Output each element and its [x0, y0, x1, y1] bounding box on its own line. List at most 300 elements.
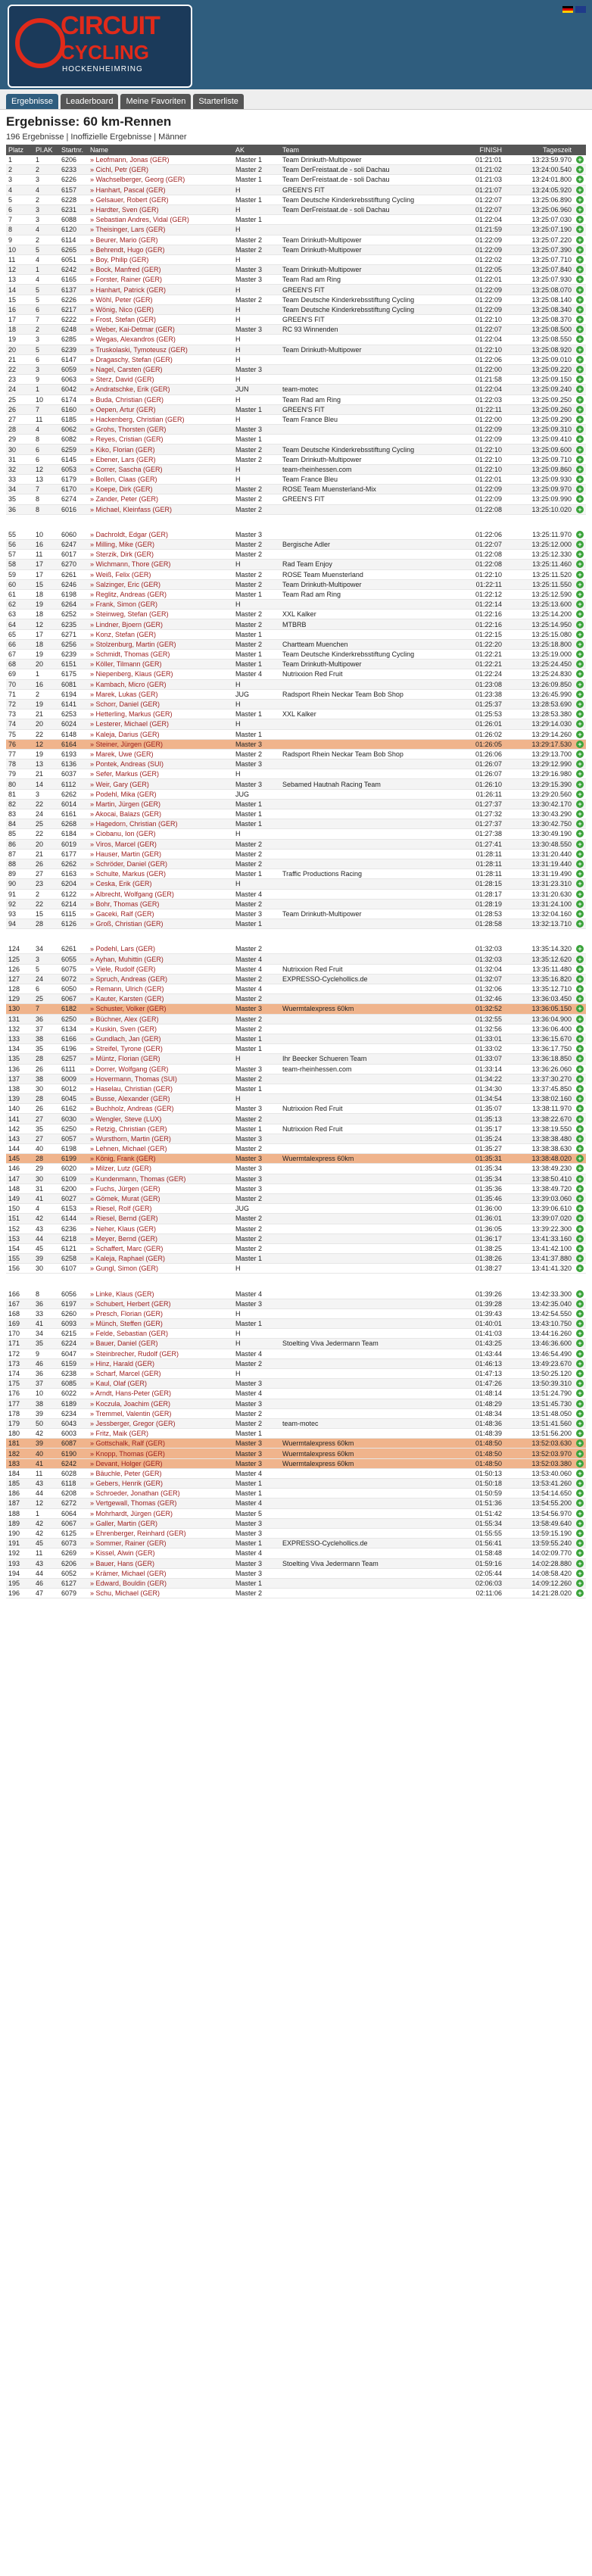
add-favorite-icon[interactable]: + — [576, 166, 584, 173]
add-favorite-icon[interactable]: + — [576, 731, 584, 738]
name-cell[interactable]: » Riesel, Bernd (GER) — [88, 1214, 233, 1224]
name-cell[interactable]: » Niepenberg, Klaus (GER) — [88, 669, 233, 679]
add-favorite-icon[interactable]: + — [576, 316, 584, 323]
name-cell[interactable]: » Krämer, Michael (GER) — [88, 1568, 233, 1578]
add-favorite-icon[interactable]: + — [576, 466, 584, 473]
tab-starterliste[interactable]: Starterliste — [193, 94, 244, 109]
name-cell[interactable]: » Gebers, Henrik (GER) — [88, 1479, 233, 1489]
add-favorite-icon[interactable]: + — [576, 476, 584, 483]
add-favorite-icon[interactable]: + — [576, 1460, 584, 1467]
name-cell[interactable]: » Hetterling, Markus (GER) — [88, 709, 233, 719]
name-cell[interactable]: » Kambach, Micro (GER) — [88, 679, 233, 689]
add-favorite-icon[interactable]: + — [576, 571, 584, 579]
add-favorite-icon[interactable]: + — [576, 820, 584, 828]
name-cell[interactable]: » Schaffert, Marc (GER) — [88, 1243, 233, 1253]
name-cell[interactable]: » Müntz, Florian (GER) — [88, 1054, 233, 1064]
add-favorite-icon[interactable]: + — [576, 791, 584, 798]
add-favorite-icon[interactable]: + — [576, 1320, 584, 1327]
add-favorite-icon[interactable]: + — [576, 286, 584, 294]
name-cell[interactable]: » Kuskin, Sven (GER) — [88, 1024, 233, 1034]
name-cell[interactable]: » Schu, Michael (GER) — [88, 1589, 233, 1598]
add-favorite-icon[interactable]: + — [576, 840, 584, 848]
name-cell[interactable]: » Schroeder, Jonathan (GER) — [88, 1489, 233, 1499]
add-favorite-icon[interactable]: + — [576, 1125, 584, 1133]
add-favorite-icon[interactable]: + — [576, 426, 584, 433]
name-cell[interactable]: » Wursthorn, Martin (GER) — [88, 1134, 233, 1143]
bib-cell: 6162 — [59, 1104, 88, 1114]
name-cell[interactable]: » Stolzenburg, Martin (GER) — [88, 639, 233, 649]
add-favorite-icon[interactable]: + — [576, 1389, 584, 1397]
name-cell[interactable]: » Edward, Bouldin (GER) — [88, 1578, 233, 1588]
add-favorite-icon[interactable]: + — [576, 1215, 584, 1222]
name-cell[interactable]: » Truskolaski, Tymoteusz (GER) — [88, 345, 233, 354]
name-cell[interactable]: » Linke, Klaus (GER) — [88, 1289, 233, 1299]
add-favorite-icon[interactable]: + — [576, 326, 584, 333]
add-favorite-icon[interactable]: + — [576, 781, 584, 788]
add-favorite-icon[interactable]: + — [576, 1400, 584, 1408]
add-favorite-icon[interactable]: + — [576, 720, 584, 728]
name-cell[interactable]: » Leofmann, Jonas (GER) — [88, 155, 233, 165]
name-cell[interactable]: » Akocai, Balazs (GER) — [88, 809, 233, 819]
add-favorite-icon[interactable]: + — [576, 975, 584, 983]
add-favorite-icon[interactable]: + — [576, 435, 584, 443]
name-cell[interactable]: » Kauter, Karsten (GER) — [88, 994, 233, 1004]
name-cell[interactable]: » Pontek, Andreas (SUI) — [88, 759, 233, 769]
add-favorite-icon[interactable]: + — [576, 1350, 584, 1358]
favorite-cell — [574, 579, 586, 589]
add-favorite-icon[interactable]: + — [576, 1085, 584, 1093]
name-cell[interactable]: » Felde, Sebastian (GER) — [88, 1329, 233, 1339]
add-favorite-icon[interactable]: + — [576, 1370, 584, 1377]
add-favorite-icon[interactable]: + — [576, 366, 584, 373]
add-favorite-icon[interactable]: + — [576, 760, 584, 768]
name-cell[interactable]: » Viros, Marcel (GER) — [88, 839, 233, 849]
name-cell[interactable]: » Arndt, Hans-Peter (GER) — [88, 1389, 233, 1399]
add-favorite-icon[interactable]: + — [576, 1570, 584, 1577]
add-favorite-icon[interactable]: + — [576, 600, 584, 608]
name-cell[interactable]: » Kissel, Alwin (GER) — [88, 1548, 233, 1558]
name-cell[interactable]: » Hovermann, Thomas (SUI) — [88, 1074, 233, 1084]
name-cell[interactable]: » Schröder, Daniel (GER) — [88, 859, 233, 869]
name-cell[interactable]: » Jessberger, Gregor (GER) — [88, 1418, 233, 1428]
add-favorite-icon[interactable]: + — [576, 985, 584, 993]
name-cell[interactable]: » Busse, Alexander (GER) — [88, 1094, 233, 1104]
name-cell[interactable]: » Sommer, Rainer (GER) — [88, 1539, 233, 1548]
name-cell[interactable]: » Gundlach, Jan (GER) — [88, 1034, 233, 1043]
name-cell[interactable]: » Galler, Martin (GER) — [88, 1518, 233, 1528]
add-favorite-icon[interactable]: + — [576, 860, 584, 868]
name-cell[interactable]: » Fuchs, Jürgen (GER) — [88, 1184, 233, 1193]
add-favorite-icon[interactable]: + — [576, 670, 584, 678]
add-favorite-icon[interactable]: + — [576, 376, 584, 383]
name-cell[interactable]: » Andratschke, Erik (GER) — [88, 385, 233, 395]
name-cell[interactable]: » Bäuchle, Peter (GER) — [88, 1468, 233, 1478]
name-cell[interactable]: » Hanhart, Patrick (GER) — [88, 285, 233, 295]
name-cell[interactable]: » Gömek, Murat (GER) — [88, 1193, 233, 1203]
name-cell[interactable]: » Lehnen, Michael (GER) — [88, 1144, 233, 1154]
add-favorite-icon[interactable]: + — [576, 396, 584, 404]
add-favorite-icon[interactable]: + — [576, 1539, 584, 1547]
add-favorite-icon[interactable]: + — [576, 1380, 584, 1387]
add-favorite-icon[interactable]: + — [576, 1025, 584, 1033]
name-cell[interactable]: » König, Frank (GER) — [88, 1154, 233, 1164]
name-cell[interactable]: » Kaleja, Darius (GER) — [88, 729, 233, 739]
name-cell[interactable]: » Gottschalk, Ralf (GER) — [88, 1439, 233, 1449]
add-favorite-icon[interactable]: + — [576, 741, 584, 748]
add-favorite-icon[interactable]: + — [576, 900, 584, 908]
add-favorite-icon[interactable]: + — [576, 1549, 584, 1557]
name-cell[interactable]: » Correr, Sascha (GER) — [88, 464, 233, 474]
add-favorite-icon[interactable]: + — [576, 1005, 584, 1012]
name-cell[interactable]: » Meyer, Bernd (GER) — [88, 1233, 233, 1243]
name-cell[interactable]: » Knopp, Thomas (GER) — [88, 1449, 233, 1458]
name-cell[interactable]: » Frost, Stefan (GER) — [88, 315, 233, 325]
add-favorite-icon[interactable]: + — [576, 621, 584, 628]
name-cell[interactable]: » Kundenmann, Thomas (GER) — [88, 1174, 233, 1184]
add-favorite-icon[interactable]: + — [576, 890, 584, 898]
add-favorite-icon[interactable]: + — [576, 1035, 584, 1043]
add-favorite-icon[interactable]: + — [576, 965, 584, 973]
name-cell[interactable]: » Milling, Mike (GER) — [88, 539, 233, 549]
name-cell[interactable]: » Wöhl, Peter (GER) — [88, 295, 233, 304]
add-favorite-icon[interactable]: + — [576, 506, 584, 513]
name-cell[interactable]: » Bauer, Daniel (GER) — [88, 1339, 233, 1349]
name-cell[interactable]: » Nagel, Carsten (GER) — [88, 364, 233, 374]
name-cell[interactable]: » Marek, Uwe (GER) — [88, 749, 233, 759]
name-cell[interactable]: » Grohs, Thorsten (GER) — [88, 425, 233, 435]
add-favorite-icon[interactable]: + — [576, 176, 584, 183]
name-cell[interactable]: » Milzer, Lutz (GER) — [88, 1164, 233, 1174]
name-cell[interactable]: » Buda, Christian (GER) — [88, 395, 233, 404]
add-favorite-icon[interactable]: + — [576, 1135, 584, 1143]
add-favorite-icon[interactable]: + — [576, 956, 584, 963]
bib-cell: 6247 — [59, 539, 88, 549]
add-favorite-icon[interactable]: + — [576, 356, 584, 363]
name-cell[interactable]: » Weir, Gary (GER) — [88, 779, 233, 789]
add-favorite-icon[interactable]: + — [576, 550, 584, 558]
add-favorite-icon[interactable]: + — [576, 1255, 584, 1262]
name-cell[interactable]: » Bauer, Hans (GER) — [88, 1558, 233, 1568]
name-cell[interactable]: » Devant, Holger (GER) — [88, 1458, 233, 1468]
name-cell[interactable]: » Sterzik, Dirk (GER) — [88, 550, 233, 560]
add-favorite-icon[interactable]: + — [576, 700, 584, 708]
name-cell[interactable]: » Steinweg, Stefan (GER) — [88, 610, 233, 619]
name-cell[interactable]: » Zander, Peter (GER) — [88, 494, 233, 504]
name-cell[interactable]: » Dragaschy, Stefan (GER) — [88, 354, 233, 364]
name-cell[interactable]: » Remann, Ulrich (GER) — [88, 984, 233, 994]
add-favorite-icon[interactable]: + — [576, 1115, 584, 1123]
add-favorite-icon[interactable]: + — [576, 236, 584, 244]
name-cell[interactable]: » Bollen, Claas (GER) — [88, 475, 233, 485]
daytime-cell: 13:25:08.370 — [504, 315, 574, 325]
add-favorite-icon[interactable]: + — [576, 1420, 584, 1427]
finish-cell: 01:50:13 — [466, 1468, 504, 1478]
name-cell[interactable]: » Köller, Tilmann (GER) — [88, 660, 233, 669]
add-favorite-icon[interactable]: + — [576, 531, 584, 538]
add-favorite-icon[interactable]: + — [576, 660, 584, 668]
age-rank-cell: 36 — [33, 1368, 59, 1378]
name-cell[interactable]: » Spruch, Andreas (GER) — [88, 974, 233, 984]
name-cell[interactable]: » Ciobanu, Ion (GER) — [88, 829, 233, 839]
name-cell[interactable]: » Wengler, Steve (LUX) — [88, 1114, 233, 1124]
add-favorite-icon[interactable]: + — [576, 691, 584, 698]
favorite-cell — [574, 954, 586, 964]
add-favorite-icon[interactable]: + — [576, 485, 584, 493]
add-favorite-icon[interactable]: + — [576, 1310, 584, 1318]
add-favorite-icon[interactable]: + — [576, 1330, 584, 1337]
name-cell[interactable]: » Mohrhardt, Jürgen (GER) — [88, 1508, 233, 1518]
add-favorite-icon[interactable]: + — [576, 1410, 584, 1417]
add-favorite-icon[interactable]: + — [576, 1095, 584, 1102]
rank-cell: 132 — [6, 1024, 33, 1034]
name-cell[interactable]: » Michael, Kleinfass (GER) — [88, 504, 233, 514]
name-cell[interactable]: » Beurer, Mario (GER) — [88, 235, 233, 245]
add-favorite-icon[interactable]: + — [576, 1075, 584, 1083]
add-favorite-icon[interactable]: + — [576, 266, 584, 273]
name-cell[interactable]: » Viele, Rudolf (GER) — [88, 964, 233, 974]
name-cell[interactable]: » Wachselberger, Georg (GER) — [88, 175, 233, 185]
add-favorite-icon[interactable]: + — [576, 256, 584, 264]
add-favorite-icon[interactable]: + — [576, 1430, 584, 1437]
name-cell[interactable]: » Lesterer, Michael (GER) — [88, 719, 233, 729]
add-favorite-icon[interactable]: + — [576, 1290, 584, 1298]
name-cell[interactable]: » Lindner, Bjoern (GER) — [88, 619, 233, 629]
add-favorite-icon[interactable]: + — [576, 1195, 584, 1202]
add-favorite-icon[interactable]: + — [576, 1175, 584, 1183]
name-cell[interactable]: » Reglitz, Andreas (GER) — [88, 589, 233, 599]
name-cell[interactable]: » Schmidt, Thomas (GER) — [88, 650, 233, 660]
add-favorite-icon[interactable]: + — [576, 610, 584, 618]
rank-cell: 88 — [6, 859, 33, 869]
name-cell[interactable]: » Hackenberg, Christian (GER) — [88, 414, 233, 424]
name-cell[interactable]: » Martin, Jürgen (GER) — [88, 799, 233, 809]
name-cell[interactable]: » Hauser, Martin (GER) — [88, 849, 233, 859]
add-favorite-icon[interactable]: + — [576, 541, 584, 548]
add-favorite-icon[interactable]: + — [576, 456, 584, 463]
add-favorite-icon[interactable]: + — [576, 296, 584, 304]
english-flag-icon[interactable] — [575, 6, 586, 13]
name-cell[interactable]: » Sebastian Andres, Vidal (GER) — [88, 215, 233, 225]
add-favorite-icon[interactable]: + — [576, 1185, 584, 1193]
name-cell[interactable]: » Neher, Klaus (GER) — [88, 1224, 233, 1233]
add-favorite-icon[interactable]: + — [576, 495, 584, 503]
name-cell[interactable]: » Kaul, Olaf (GER) — [88, 1379, 233, 1389]
add-favorite-icon[interactable]: + — [576, 631, 584, 638]
name-cell[interactable]: » Reyes, Cristian (GER) — [88, 435, 233, 444]
add-favorite-icon[interactable]: + — [576, 995, 584, 1003]
add-favorite-icon[interactable]: + — [576, 306, 584, 313]
name-cell[interactable]: » Fritz, Maik (GER) — [88, 1429, 233, 1439]
add-favorite-icon[interactable]: + — [576, 581, 584, 588]
name-cell[interactable]: » Weber, Kai-Detmar (GER) — [88, 325, 233, 335]
name-cell[interactable]: » Weiß, Felix (GER) — [88, 569, 233, 579]
name-cell[interactable]: » Haselau, Christian (GER) — [88, 1084, 233, 1093]
add-favorite-icon[interactable]: + — [576, 1105, 584, 1112]
name-cell[interactable]: » Wönig, Nico (GER) — [88, 304, 233, 314]
name-cell[interactable]: » Kiko, Florian (GER) — [88, 444, 233, 454]
add-favorite-icon[interactable]: + — [576, 1300, 584, 1308]
add-favorite-icon[interactable]: + — [576, 1489, 584, 1497]
name-cell[interactable]: » Retzig, Christian (GER) — [88, 1124, 233, 1134]
team-cell — [280, 1429, 466, 1439]
name-cell[interactable]: » Steiner, Jürgen (GER) — [88, 739, 233, 749]
add-favorite-icon[interactable]: + — [576, 1065, 584, 1073]
name-cell[interactable]: » Kaleja, Raphael (GER) — [88, 1254, 233, 1264]
name-cell[interactable]: » Albrecht, Wolfgang (GER) — [88, 889, 233, 899]
name-cell[interactable]: » Konz, Stefan (GER) — [88, 629, 233, 639]
site-logo[interactable] — [8, 5, 192, 88]
add-favorite-icon[interactable]: + — [576, 810, 584, 818]
name-cell[interactable]: » Münch, Steffen (GER) — [88, 1319, 233, 1329]
add-favorite-icon[interactable]: + — [576, 1589, 584, 1597]
add-favorite-icon[interactable]: + — [576, 1470, 584, 1477]
add-favorite-icon[interactable]: + — [576, 650, 584, 658]
add-favorite-icon[interactable]: + — [576, 1235, 584, 1243]
add-favorite-icon[interactable]: + — [576, 1560, 584, 1567]
add-favorite-icon[interactable]: + — [576, 226, 584, 233]
german-flag-icon[interactable] — [562, 6, 573, 13]
add-favorite-icon[interactable]: + — [576, 800, 584, 808]
name-cell[interactable]: » Cichl, Petr (GER) — [88, 165, 233, 175]
add-favorite-icon[interactable]: + — [576, 850, 584, 858]
name-cell[interactable]: » Dorrer, Wolfgang (GER) — [88, 1064, 233, 1074]
name-cell[interactable]: » Gaceki, Ralf (GER) — [88, 909, 233, 918]
name-cell[interactable]: » Wichmann, Thore (GER) — [88, 560, 233, 569]
add-favorite-icon[interactable]: + — [576, 830, 584, 837]
add-favorite-icon[interactable]: + — [576, 1580, 584, 1587]
add-favorite-icon[interactable]: + — [576, 156, 584, 164]
name-cell[interactable]: » Vertgewall, Thomas (GER) — [88, 1499, 233, 1508]
add-favorite-icon[interactable]: + — [576, 910, 584, 918]
add-favorite-icon[interactable]: + — [576, 446, 584, 454]
name-cell[interactable]: » Behrendt, Hugo (GER) — [88, 245, 233, 254]
add-favorite-icon[interactable]: + — [576, 641, 584, 648]
add-favorite-icon[interactable]: + — [576, 1015, 584, 1023]
add-favorite-icon[interactable]: + — [576, 276, 584, 283]
name-cell[interactable]: » Boy, Philip (GER) — [88, 254, 233, 264]
add-favorite-icon[interactable]: + — [576, 1450, 584, 1458]
category-cell: Master 1 — [233, 1429, 280, 1439]
name-cell[interactable]: » Schulte, Markus (GER) — [88, 869, 233, 879]
add-favorite-icon[interactable]: + — [576, 681, 584, 688]
name-cell[interactable]: » Riesel, Rolf (GER) — [88, 1204, 233, 1214]
name-cell[interactable]: » Sterz, David (GER) — [88, 375, 233, 385]
add-favorite-icon[interactable]: + — [576, 346, 584, 354]
add-favorite-icon[interactable]: + — [576, 1205, 584, 1212]
name-cell[interactable]: » Streifel, Tyrone (GER) — [88, 1044, 233, 1054]
add-favorite-icon[interactable]: + — [576, 880, 584, 887]
add-favorite-icon[interactable]: + — [576, 1530, 584, 1537]
name-cell[interactable]: » Sefer, Markus (GER) — [88, 769, 233, 779]
name-cell[interactable]: » Hardter, Sven (GER) — [88, 204, 233, 214]
add-favorite-icon[interactable]: + — [576, 1245, 584, 1252]
name-cell[interactable]: » Schorr, Daniel (GER) — [88, 699, 233, 709]
name-cell[interactable]: » Presch, Florian (GER) — [88, 1308, 233, 1318]
add-favorite-icon[interactable]: + — [576, 750, 584, 758]
tab-ergebnisse[interactable]: Ergebnisse — [6, 94, 58, 109]
name-cell[interactable]: » Theisinger, Lars (GER) — [88, 225, 233, 235]
add-favorite-icon[interactable]: + — [576, 1480, 584, 1487]
name-cell[interactable]: » Steinbrecher, Rudolf (GER) — [88, 1349, 233, 1358]
name-cell[interactable]: » Gelsauer, Robert (GER) — [88, 195, 233, 204]
name-cell[interactable]: » Forster, Rainer (GER) — [88, 275, 233, 285]
name-cell[interactable]: » Scharf, Marcel (GER) — [88, 1368, 233, 1378]
name-cell[interactable]: » Ebener, Lars (GER) — [88, 454, 233, 464]
add-favorite-icon[interactable]: + — [576, 1339, 584, 1347]
name-cell[interactable]: » Koczula, Joachim (GER) — [88, 1399, 233, 1408]
table-row — [6, 1064, 586, 1074]
add-favorite-icon[interactable]: + — [576, 945, 584, 953]
add-favorite-icon[interactable]: + — [576, 1155, 584, 1162]
name-cell[interactable]: » Hagedorn, Christian (GER) — [88, 819, 233, 829]
name-cell[interactable]: » Ayhan, Muhittin (GER) — [88, 954, 233, 964]
name-cell[interactable]: » Groß, Christian (GER) — [88, 919, 233, 929]
add-favorite-icon[interactable]: + — [576, 385, 584, 393]
add-favorite-icon[interactable]: + — [576, 1520, 584, 1527]
add-favorite-icon[interactable]: + — [576, 1510, 584, 1517]
add-favorite-icon[interactable]: + — [576, 216, 584, 223]
add-favorite-icon[interactable]: + — [576, 710, 584, 718]
name-cell[interactable]: » Frank, Simon (GER) — [88, 600, 233, 610]
name-cell[interactable]: » Koepe, Dirk (GER) — [88, 485, 233, 494]
name-cell[interactable]: » Podehl, Mika (GER) — [88, 789, 233, 799]
name-cell[interactable]: » Schuster, Volker (GER) — [88, 1004, 233, 1014]
add-favorite-icon[interactable]: + — [576, 416, 584, 423]
name-cell[interactable]: » Tremmel, Valentin (GER) — [88, 1408, 233, 1418]
tab-leaderboard[interactable]: Leaderboard — [61, 94, 118, 109]
name-cell[interactable]: » Büchner, Alex (GER) — [88, 1014, 233, 1024]
add-favorite-icon[interactable]: + — [576, 1499, 584, 1507]
add-favorite-icon[interactable]: + — [576, 1055, 584, 1062]
name-cell[interactable]: » Hanhart, Pascal (GER) — [88, 185, 233, 195]
add-favorite-icon[interactable]: + — [576, 196, 584, 204]
add-favorite-icon[interactable]: + — [576, 1145, 584, 1152]
add-favorite-icon[interactable]: + — [576, 1360, 584, 1368]
add-favorite-icon[interactable]: + — [576, 1225, 584, 1233]
name-cell[interactable]: » Hinz, Harald (GER) — [88, 1358, 233, 1368]
name-cell[interactable]: » Ceska, Erik (GER) — [88, 879, 233, 889]
add-favorite-icon[interactable]: + — [576, 335, 584, 343]
name-cell[interactable]: » Buchholz, Andreas (GER) — [88, 1104, 233, 1114]
name-cell[interactable]: » Oepen, Artur (GER) — [88, 404, 233, 414]
add-favorite-icon[interactable]: + — [576, 1439, 584, 1447]
add-favorite-icon[interactable]: + — [576, 1265, 584, 1272]
add-favorite-icon[interactable]: + — [576, 1045, 584, 1053]
add-favorite-icon[interactable]: + — [576, 1165, 584, 1172]
name-cell[interactable]: » Salzinger, Eric (GER) — [88, 579, 233, 589]
add-favorite-icon[interactable]: + — [576, 206, 584, 214]
add-favorite-icon[interactable]: + — [576, 406, 584, 413]
add-favorite-icon[interactable]: + — [576, 186, 584, 194]
name-cell[interactable]: » Bohr, Thomas (GER) — [88, 899, 233, 909]
daytime-cell: 13:35:12.710 — [504, 984, 574, 994]
add-favorite-icon[interactable]: + — [576, 591, 584, 598]
add-favorite-icon[interactable]: + — [576, 246, 584, 254]
name-cell[interactable]: » Dachroldt, Edgar (GER) — [88, 530, 233, 540]
add-favorite-icon[interactable]: + — [576, 770, 584, 778]
add-favorite-icon[interactable]: + — [576, 560, 584, 568]
add-favorite-icon[interactable]: + — [576, 920, 584, 928]
tab-meine-favoriten[interactable]: Meine Favoriten — [120, 94, 191, 109]
name-cell[interactable]: » Marek, Lukas (GER) — [88, 689, 233, 699]
name-cell[interactable]: » Wegas, Alexandros (GER) — [88, 335, 233, 345]
name-cell[interactable]: » Ehrenberger, Reinhard (GER) — [88, 1528, 233, 1538]
name-cell[interactable]: » Podehl, Lars (GER) — [88, 944, 233, 954]
add-favorite-icon[interactable]: + — [576, 870, 584, 878]
name-cell[interactable]: » Schubert, Herbert (GER) — [88, 1299, 233, 1308]
name-cell[interactable]: » Gungl, Simon (GER) — [88, 1264, 233, 1274]
name-cell[interactable]: » Bock, Manfred (GER) — [88, 265, 233, 275]
